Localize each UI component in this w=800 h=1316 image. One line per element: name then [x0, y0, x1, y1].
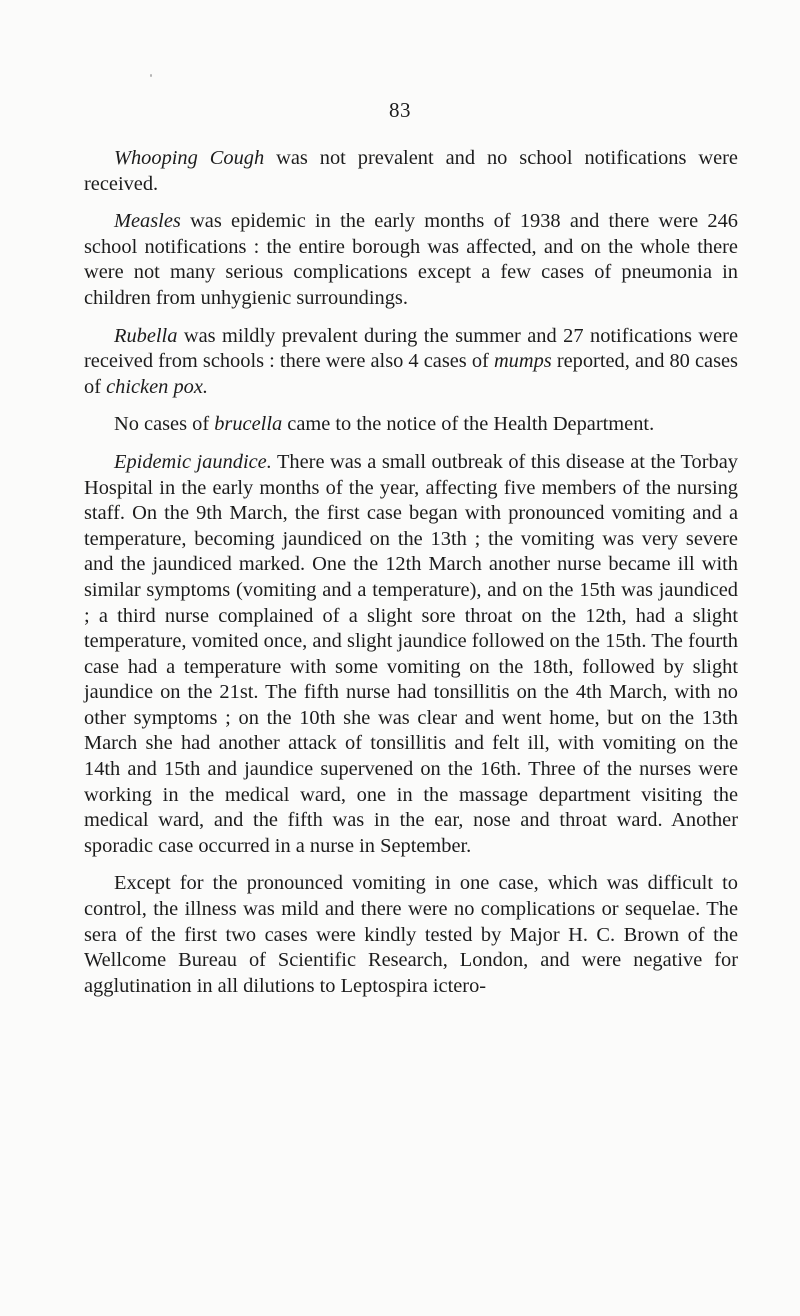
paragraph-text: There was a small outbreak of this disease at the Torbay Hospital in the early months of the year, affecting five members of the nursing staff. On the 9th March, the first case began with pronounced vomiting and a temperature, becoming jaundiced on the 13th ; the vomiting was very severe and the jaundiced marked. One the 12th March another nurse became ill with similar symptoms (vomiting and a temperature), and on the 15th was jaundiced ; a third nurse complained of a slight sore throat on the 12th, had a slight temperature, vomited once, and slight jaundice followed on the 15th. The fourth case had a temperature with some vomiting on the 18th, followed by slight jaundice on the 21st. The fifth nurse had tonsillitis on the 4th March, with no other symptoms ; on the 10th she was clear and went home, but on the 13th March she had another attack of tonsillitis and felt ill, with vomiting on the 14th and 15th and jaundice supervened on the 16th. Three of the nurses were working in the medical ward, one in the massage department visiting the medical ward, and the fifth was in the ear, nose and throat ward. Another sporadic case occurred in a nurse in September.	[84, 450, 738, 857]
paragraph-text: came to the notice of the Health Department.	[282, 413, 655, 436]
page-number: 83	[389, 98, 411, 122]
term-chicken-pox: chicken pox.	[106, 375, 208, 398]
paragraph-text: No cases of	[114, 413, 215, 436]
heading-epidemic-jaundice: Epidemic jaundice.	[114, 450, 272, 473]
paragraph-text: was epidemic in the early months of 1938 and there were 246 school notifications : the entire borough was affected, and on the whole there were not many serious complications except a few cases of pneumonia in children from unhygienic surroundings.	[84, 210, 738, 309]
paragraph-measles	[84, 209, 738, 311]
paragraph-rubella	[84, 324, 738, 401]
heading-whooping-cough: Whooping Cough	[114, 147, 265, 169]
paragraph-whooping-cough	[84, 146, 738, 197]
heading-rubella: Rubella	[114, 324, 178, 347]
paragraph-text: Except for the pronounced vomiting in one case, which was difficult to control, the illness was mild and there were no complications or sequelae. The sera of the first two cases were kindly tested by Major H. C. Brown of the Wellcome Bureau of Scientific Research, London, and were negative for agglutination in all dilutions to Leptospira ictero-	[84, 872, 738, 997]
paragraph-text: was mildly prevalent during the summer and 27 notifications were received from schools : there were also 4 cases of	[84, 324, 738, 373]
paragraph-epidemic-jaundice	[84, 450, 738, 860]
body-text	[84, 146, 738, 1011]
paragraph-text: reported, and 80 cases of	[84, 350, 738, 398]
paragraph-text: was not prevalent and no school notifications were received.	[84, 147, 738, 195]
paper-speck	[150, 74, 152, 77]
paragraph-brucella	[84, 412, 738, 438]
term-mumps: mumps	[493, 350, 552, 373]
paragraph-sera-testing	[84, 871, 738, 999]
term-brucella: brucella	[214, 413, 283, 436]
heading-measles: Measles	[114, 210, 181, 233]
